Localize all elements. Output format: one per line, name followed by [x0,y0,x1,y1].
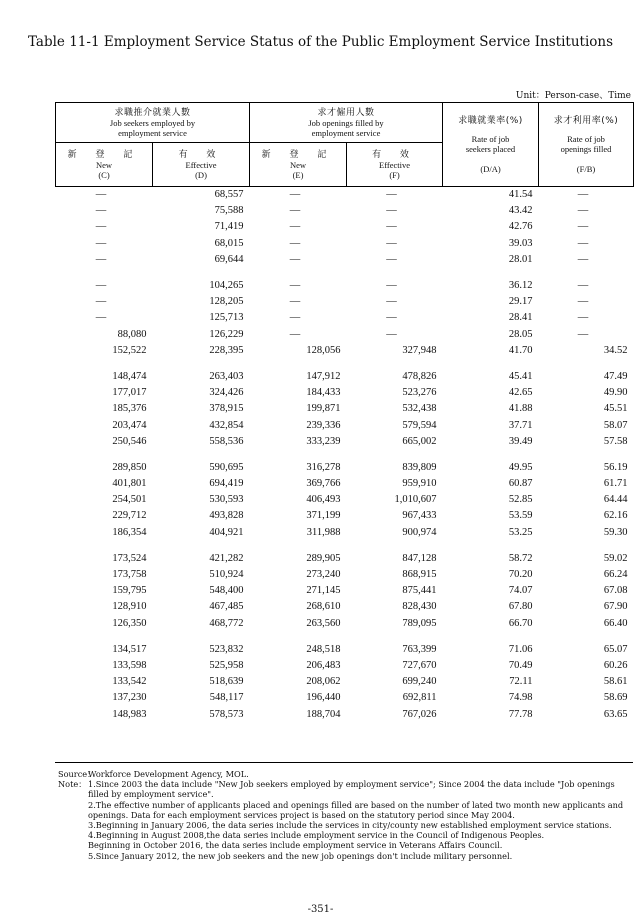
table-cell: 239,336 [306,419,341,431]
table-cell: 29.17 [508,296,533,308]
table-cell: 273,240 [306,569,341,581]
table-cell: — [386,253,397,265]
gap-cell [56,450,634,460]
group-gap [56,450,634,460]
header-col-d: 有 效 Effective (D) [153,143,250,187]
table-cell: 37.71 [508,419,533,431]
table-cell: 28.05 [508,328,533,340]
table-cell: — [577,296,589,308]
table-cell: 42.76 [508,221,533,233]
table-cell: — [386,205,397,217]
table-cell: 67.08 [603,585,628,597]
table-cell: 34.52 [603,344,628,356]
table-cell: 74.98 [508,692,533,704]
table-cell: 578,573 [209,708,244,720]
table-cell: 133,542 [112,676,147,688]
table-cell: — [577,189,589,201]
table-cell: — [289,312,301,324]
table-cell: 71,419 [214,221,244,233]
table-cell: 77.78 [508,708,533,720]
table-row [56,278,634,294]
table-cell: 694,419 [209,478,244,490]
table-cell: — [577,221,589,233]
header-col-c: 新 登 記 New (C) [56,143,153,187]
table-cell: 49.90 [603,387,628,399]
page-number: -351- [307,904,334,915]
note-4-cont: Beginning in October 2016, the data series include employment service in Veterans Affairs Council. [88,840,503,851]
table-cell: — [289,253,301,265]
table-cell: 263,403 [209,370,244,382]
table-cell: 327,948 [402,344,437,356]
table-cell: 67.90 [603,601,628,613]
table-cell: 467,485 [209,601,244,613]
table-cell: 665,002 [402,435,437,447]
table-cell: — [95,221,107,233]
table-cell: 74.07 [508,585,533,597]
table-cell: 188,704 [306,708,341,720]
table-cell: — [95,237,107,249]
table-cell: 58.72 [508,552,533,564]
source-note: Source： Workforce Development Agency, MOL. [58,769,249,779]
group-gap [56,541,634,551]
table-cell: 404,921 [209,526,244,538]
table-cell: 60.26 [603,659,628,671]
table-cell: 148,983 [112,708,147,720]
table-cell: 523,832 [209,643,244,655]
table-cell: 333,239 [306,435,341,447]
table-row [56,674,634,690]
table-cell: 229,712 [112,510,147,522]
table-row [56,690,634,706]
table-cell: — [386,221,397,233]
table-cell: 579,594 [402,419,437,431]
table-cell: 548,117 [209,692,244,704]
table-row [56,492,634,508]
table-cell: 126,350 [112,617,147,629]
table-cell: 47.49 [603,370,628,382]
table-row [56,401,634,417]
table-cell: 767,026 [402,708,437,720]
table-cell: 371,199 [306,510,341,522]
table-cell: 65.07 [603,643,628,655]
table-row [56,642,634,658]
table-body [56,187,634,723]
note-1: Note： 1.Since 2003 the data include "New Job seekers employed by employment service"; Since 2004 the data include "Job openings [58,779,615,790]
table-cell: 692,811 [402,692,437,704]
table-cell: 28.01 [508,253,533,265]
table-cell: 159,795 [112,585,147,597]
table-cell: 52.85 [508,494,533,506]
table-cell: 289,850 [112,461,147,473]
table-row [56,294,634,310]
gap-cell [56,268,634,278]
table-cell: 28.41 [508,312,533,324]
table-cell: 152,522 [112,344,147,356]
table-cell: 271,145 [306,585,341,597]
table-cell: 268,610 [306,601,341,613]
table-cell: 69,644 [214,253,244,265]
table-cell: 45.51 [603,403,628,415]
table-cell: 59.30 [603,526,628,538]
table-cell: 828,430 [402,601,437,613]
note-3: 3.Beginning in January 2006, the data series include the services in city/county new established employment service stations. [88,820,612,831]
table-cell: 75,588 [214,205,244,217]
table-cell: 36.12 [508,280,533,292]
table-cell: 148,474 [112,370,147,382]
table-cell: — [95,253,107,265]
table-cell: — [289,189,301,201]
table-row [56,385,634,401]
table-cell: 126,229 [209,328,244,340]
table-cell: — [289,280,301,292]
table-cell: 530,593 [209,494,244,506]
table-cell: 184,433 [306,387,341,399]
table-cell: 53.59 [508,510,533,522]
table-cell: 324,426 [209,387,244,399]
table-cell: 104,265 [209,280,244,292]
table-cell: — [386,189,397,201]
table-cell: — [289,296,301,308]
table-cell: 53.25 [508,526,533,538]
table-cell: 49.95 [508,461,533,473]
page-title: Table 11-1 Employment Service Status of the Public Employment Service Institutions [27,34,614,50]
table-cell: 60.87 [508,478,533,490]
table-cell: 510,924 [209,569,244,581]
table-cell: 316,278 [306,461,341,473]
table-cell: 177,017 [112,387,147,399]
table-cell: 66.40 [603,617,628,629]
table-row [56,616,634,632]
table-cell: 68,557 [214,189,244,201]
table-cell: 43.42 [508,205,533,217]
table-cell: 173,758 [112,569,147,581]
table-cell: 128,910 [112,601,147,613]
table-cell: 41.88 [508,403,533,415]
table-cell: — [386,296,397,308]
table-cell: 61.71 [603,478,628,490]
table-cell: — [95,189,107,201]
table-cell: 369,766 [306,478,341,490]
table-cell: 45.41 [508,370,533,382]
table-cell: 58.07 [603,419,628,431]
table-cell: 88,080 [117,328,147,340]
table-cell: 254,501 [112,494,147,506]
table-row [56,460,634,476]
table-cell: 558,536 [209,435,244,447]
gap-cell [56,632,634,642]
table-cell: — [577,253,589,265]
gap-cell [56,541,634,551]
table-row [56,508,634,524]
table-row [56,187,634,204]
table-row [56,310,634,326]
table-cell: 959,910 [402,478,437,490]
table-cell: 59.02 [603,552,628,564]
table-row [56,476,634,492]
table-cell: 523,276 [402,387,437,399]
table-cell: 64.44 [603,494,628,506]
table-cell: 41.54 [508,189,533,201]
table-cell: — [289,221,301,233]
table-cell: 478,826 [402,370,437,382]
unit-label: Unit：Person-case、Time [515,91,631,101]
table-cell: 70.49 [508,659,533,671]
table-row [56,583,634,599]
note-4: 4.Beginning in August 2008,the data series include employment service in the Council of Indigenous Peoples. [88,830,545,841]
table-cell: 289,905 [306,552,341,564]
table-cell: — [95,280,107,292]
table-cell: 401,801 [112,478,147,490]
table-cell: 66.70 [508,617,533,629]
table-cell: 421,282 [209,552,244,564]
table-row [56,706,634,722]
table-cell: — [289,328,301,340]
group-gap [56,268,634,278]
table-cell: 72.11 [509,676,533,688]
table-cell: 70.20 [508,569,533,581]
table-cell: 63.65 [603,708,628,720]
table-cell: 41.70 [508,344,533,356]
note-1-cont: filled by employment service". [88,789,214,800]
table-cell: 186,354 [112,526,147,538]
table-cell: 199,871 [306,403,341,415]
table-cell: — [577,237,589,249]
table-cell: 62.16 [603,510,628,522]
table-row [56,525,634,541]
table-cell: 128,056 [306,344,341,356]
table-cell: 128,205 [209,296,244,308]
table-cell: 67.80 [508,601,533,613]
header-seekers: 求職推介就業人數 Job seekers employed by employment service [56,103,250,143]
table-cell: 789,095 [402,617,437,629]
table-cell: 134,517 [112,643,147,655]
table-cell: 58.69 [603,692,628,704]
table-cell: 493,828 [209,510,244,522]
table-cell: 590,695 [209,461,244,473]
header-openings: 求才僱用人數 Job openings filled by employment service [250,103,443,143]
table-cell: — [577,328,589,340]
table-cell: 147,912 [306,370,341,382]
table-cell: 133,598 [112,659,147,671]
table-bottom-rule [55,762,633,763]
group-gap [56,632,634,642]
table-cell: 203,474 [112,419,147,431]
table-row [56,252,634,268]
table-cell: 311,988 [306,526,341,538]
table-cell: 56.19 [603,461,628,473]
table-row [56,417,634,433]
gap-cell [56,359,634,369]
table-cell: — [577,205,589,217]
note-2-cont: openings. Data for each employment services project is based on the statutory period since May 2004. [88,809,515,820]
table-cell: 406,493 [306,494,341,506]
table-cell: 66.24 [603,569,628,581]
table-cell: 518,639 [209,676,244,688]
table-cell: 39.49 [508,435,533,447]
table-cell: 228,395 [209,344,244,356]
table-cell: 532,438 [402,403,437,415]
table-cell: 208,062 [306,676,341,688]
table-cell: — [577,280,589,292]
table-cell: 248,518 [306,643,341,655]
table-cell: — [95,312,107,324]
table-cell: 699,240 [402,676,437,688]
table-cell: 71.06 [508,643,533,655]
table-cell: 727,670 [402,659,437,671]
table-cell: — [95,205,107,217]
table-cell: 57.58 [603,435,628,447]
group-gap [56,359,634,369]
table-row [56,434,634,450]
table-cell: 875,441 [402,585,437,597]
table-row [56,599,634,615]
table-cell: 173,524 [112,552,147,564]
table-cell: — [386,312,397,324]
table-cell: — [95,296,107,308]
table-cell: — [386,280,397,292]
table-cell: 468,772 [209,617,244,629]
header-col-e: 新 登 記 New (E) [250,143,347,187]
table-cell: 967,433 [402,510,437,522]
table-cell: 206,483 [306,659,341,671]
header-col-f: 有 效 Effective (F) [347,143,443,187]
header-rate-placed: 求職就業率(%) Rate of job seekers placed (D/A) [443,103,539,187]
table-cell: 525,958 [209,659,244,671]
table-cell: 263,560 [306,617,341,629]
table-cell: 58.61 [603,676,628,688]
table-cell: 1,010,607 [394,494,437,506]
table-row [56,567,634,583]
table-row [56,343,634,359]
table-cell: 378,915 [209,403,244,415]
table-row [56,203,634,219]
note-2: 2.The effective number of applicants placed and openings filled are based on the number of lated two month new applicants and [88,799,624,810]
table-row [56,369,634,385]
table-cell: — [577,312,589,324]
table-cell: 137,230 [112,692,147,704]
table-cell: 432,854 [209,419,244,431]
employment-table [55,102,634,723]
table-cell: 763,399 [402,643,437,655]
table-row [56,327,634,343]
table-cell: — [386,328,397,340]
notes [58,769,633,861]
note-5: 5.Since January 2012, the new job seekers and the new job openings don't include military personnel. [88,850,513,861]
table-row [56,551,634,567]
table-row [56,236,634,252]
table-cell: 900,974 [402,526,437,538]
table-cell: 548,400 [209,585,244,597]
table-cell: — [289,205,301,217]
table-cell: 847,128 [402,552,437,564]
table-row [56,658,634,674]
table-cell: — [289,237,301,249]
table-cell: 250,546 [112,435,147,447]
table-cell: 185,376 [112,403,147,415]
table-cell: 839,809 [402,461,437,473]
table-cell: — [386,237,397,249]
table-cell: 125,713 [209,312,244,324]
table-cell: 39.03 [508,237,533,249]
table-cell: 42.65 [508,387,533,399]
header-rate-filled: 求才利用率(%) Rate of job openings filled (F/B) [539,103,634,187]
table-cell: 68,015 [214,237,244,249]
table-cell: 196,440 [306,692,341,704]
table-row [56,219,634,235]
table-cell: 868,915 [402,569,437,581]
